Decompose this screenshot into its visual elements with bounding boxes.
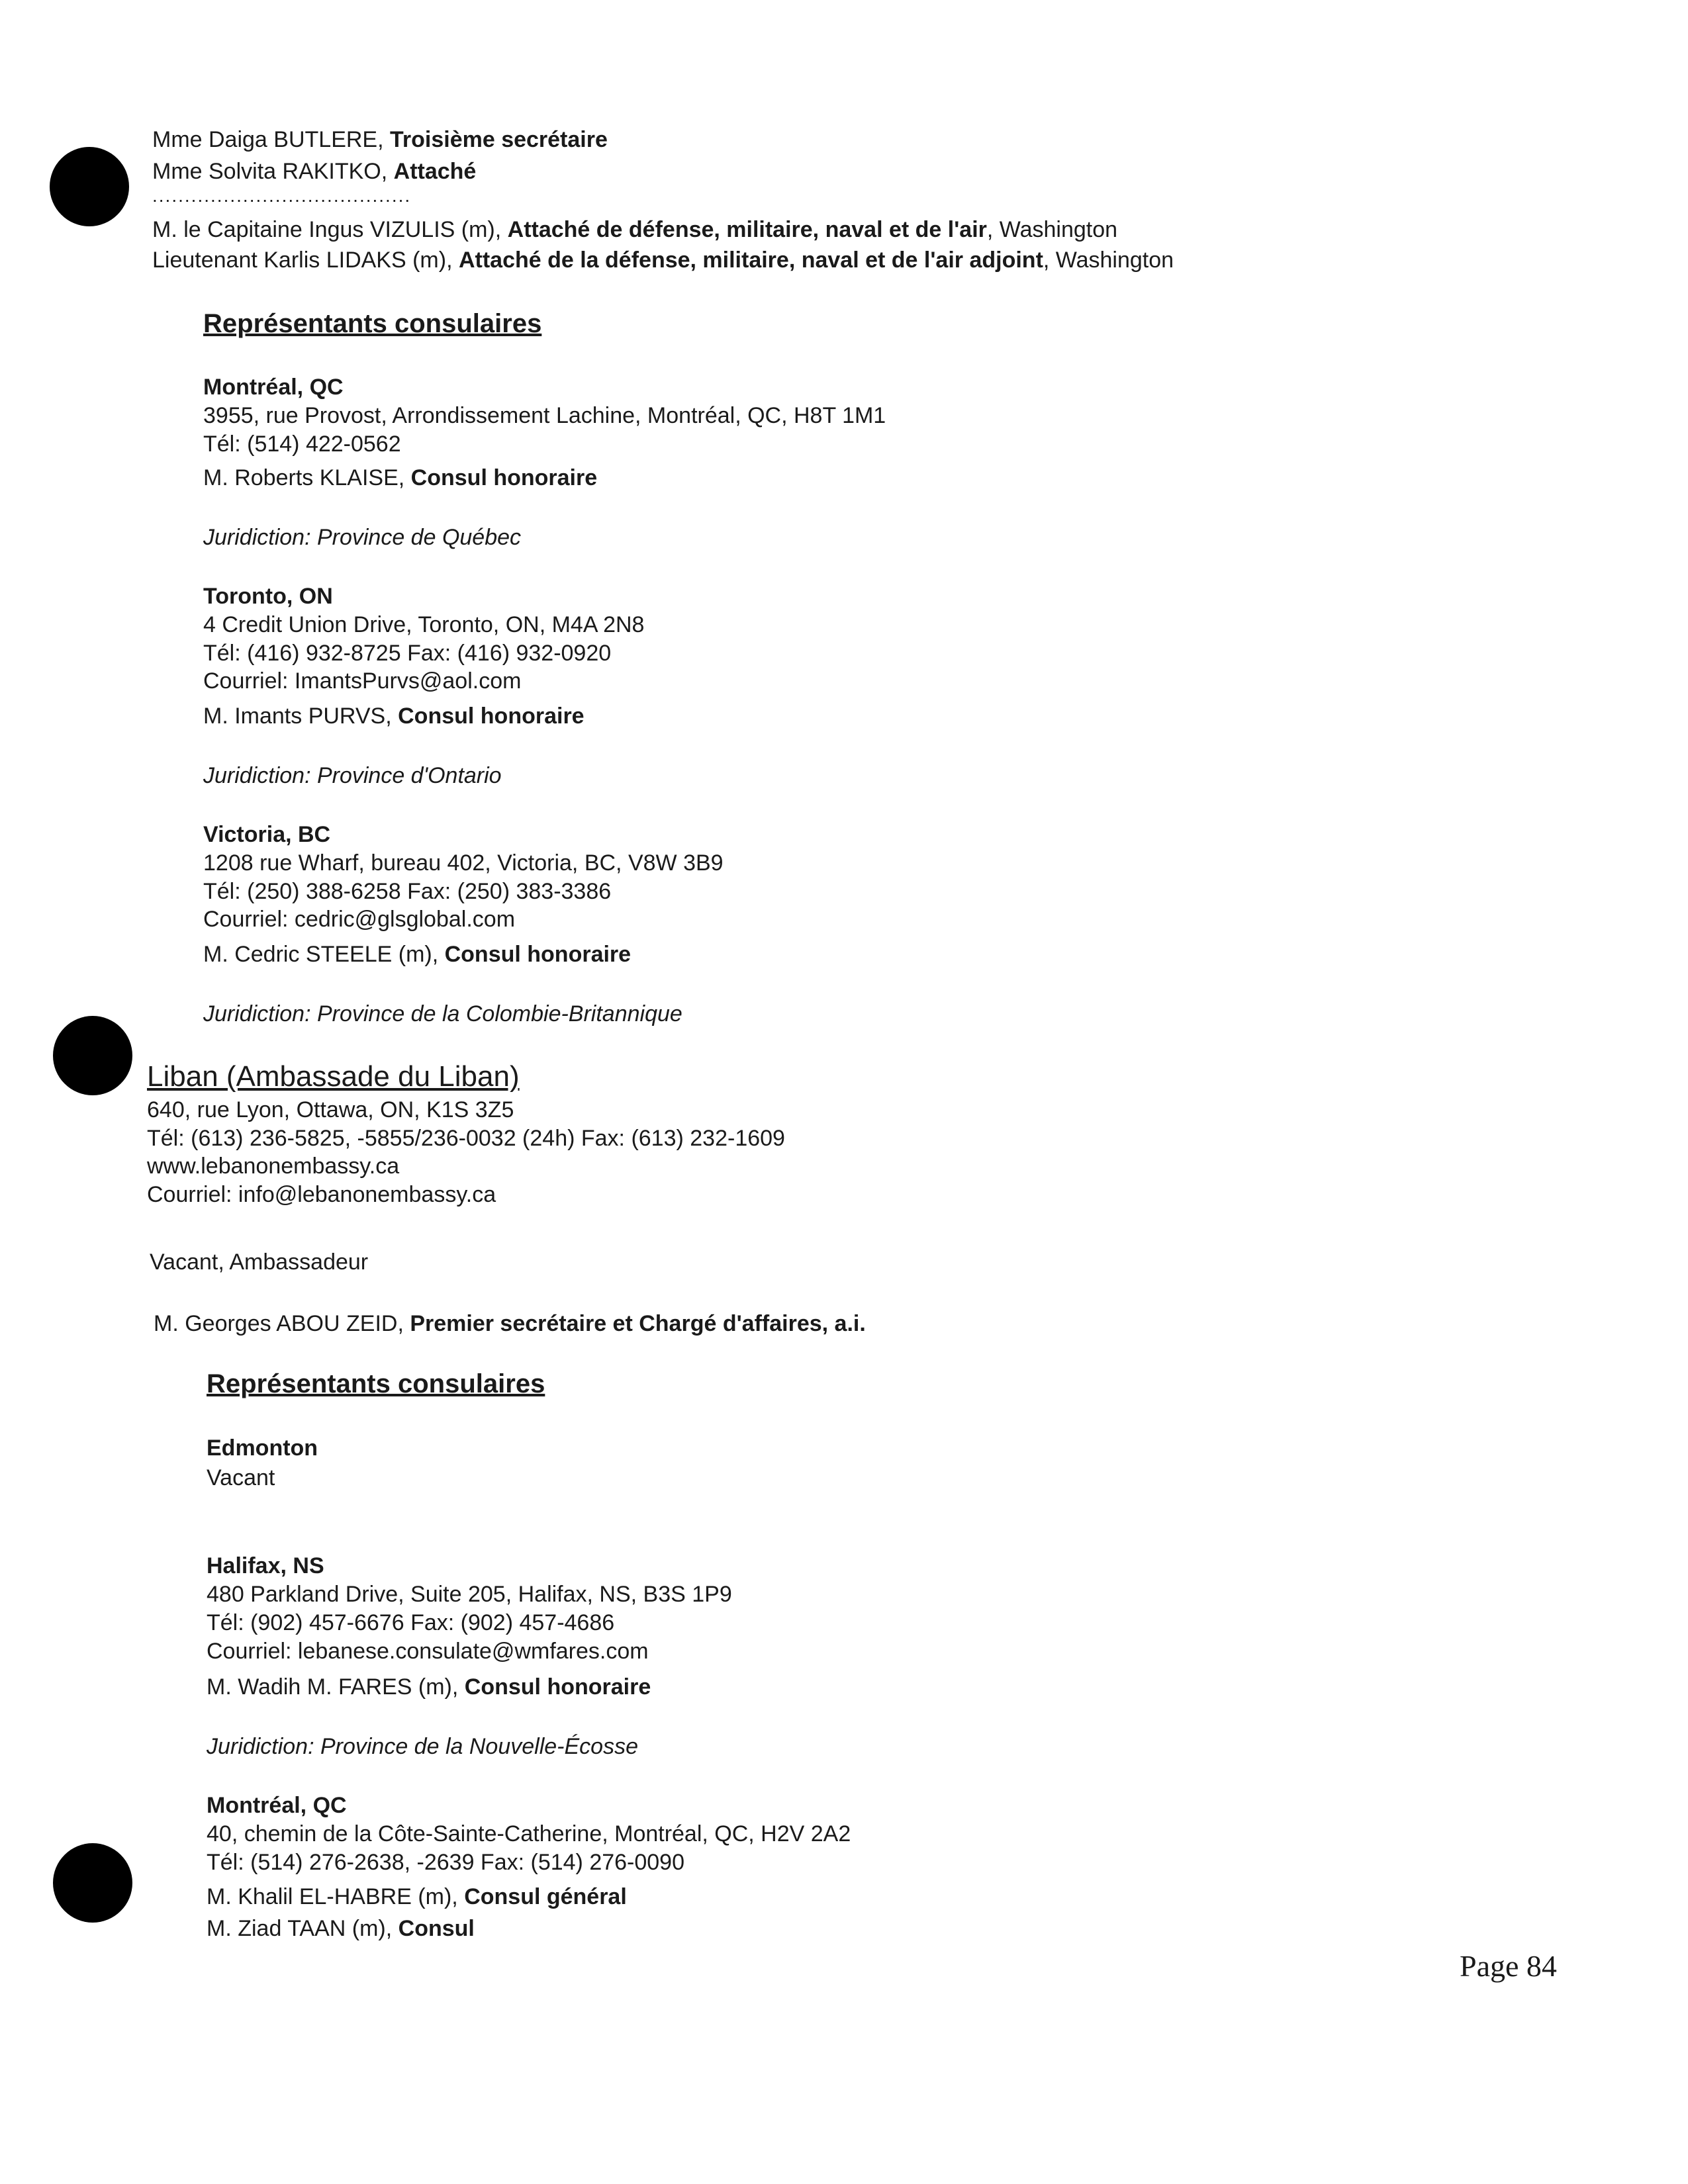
consulate-email: Courriel: lebanese.consulate@wmfares.com <box>207 1639 649 1664</box>
section-heading-consular: Représentants consulaires <box>207 1369 545 1398</box>
punch-hole-middle <box>53 1016 132 1095</box>
consul-name: M. Khalil EL-HABRE (m), <box>207 1884 465 1909</box>
attache-title: Attaché de la défense, militaire, naval et de l'air adjoint <box>458 248 1043 273</box>
attache-location: , Washington <box>986 217 1118 242</box>
consul-role: Consul général <box>464 1884 627 1909</box>
punch-hole-bottom <box>53 1843 132 1923</box>
embassy-phone: Tél: (613) 236-5825, -5855/236-0032 (24h) Fax: (613) 232-1609 <box>147 1126 785 1151</box>
attache-title: Attaché de défense, militaire, naval et de l'air <box>507 217 987 242</box>
consul-role: Consul honoraire <box>410 465 598 490</box>
consul-role: Consul honoraire <box>464 1674 651 1700</box>
consulate-city: Montréal, QC <box>203 375 344 400</box>
consul-name: M. Roberts KLAISE, <box>203 465 411 490</box>
consulate-phone: Tél: (514) 422-0562 <box>203 432 401 457</box>
consulate-email: Courriel: cedric@glsglobal.com <box>203 907 516 932</box>
staff-title: Attaché <box>393 159 477 184</box>
staff-name: Mme Solvita RAKITKO, <box>152 159 394 184</box>
consul-name: M. Wadih M. FARES (m), <box>207 1674 465 1700</box>
jurisdiction: Juridiction: Province d'Ontario <box>203 763 502 788</box>
jurisdiction: Juridiction: Province de la Nouvelle-Écosse <box>207 1734 638 1759</box>
consulate-address: 480 Parkland Drive, Suite 205, Halifax, NS, B3S 1P9 <box>207 1582 732 1607</box>
ambassador-line: Vacant, Ambassadeur <box>150 1250 369 1275</box>
consul-line <box>207 1917 475 1940</box>
country-heading: Liban (Ambassade du Liban) <box>147 1060 520 1093</box>
consul-role: Consul <box>398 1916 475 1941</box>
consulate-city: Victoria, BC <box>203 822 331 847</box>
attache-name: Lieutenant Karlis LIDAKS (m), <box>152 248 459 273</box>
consul-role: Consul honoraire <box>444 942 632 967</box>
staff-line <box>152 160 476 183</box>
consul-name: M. Cedric STEELE (m), <box>203 942 445 967</box>
consulate-address: 1208 rue Wharf, bureau 402, Victoria, BC, V8W 3B9 <box>203 850 724 876</box>
staff-title: Troisième secrétaire <box>390 127 608 152</box>
consulate-phone: Tél: (416) 932-8725 Fax: (416) 932-0920 <box>203 641 612 666</box>
consulate-address: 3955, rue Provost, Arrondissement Lachine, Montréal, QC, H8T 1M1 <box>203 403 886 428</box>
attache-location: , Washington <box>1043 248 1174 273</box>
consulate-address: 40, chemin de la Côte-Sainte-Catherine, Montréal, QC, H2V 2A2 <box>207 1821 851 1846</box>
consulate-address: 4 Credit Union Drive, Toronto, ON, M4A 2N8 <box>203 612 645 637</box>
secretary-name: M. Georges ABOU ZEID, <box>154 1311 410 1336</box>
consul-name: M. Imants PURVS, <box>203 704 399 729</box>
consul-line <box>203 943 631 966</box>
consulate-city: Halifax, NS <box>207 1553 324 1578</box>
consulate-phone: Tél: (902) 457-6676 Fax: (902) 457-4686 <box>207 1610 615 1635</box>
consulate-status: Vacant <box>207 1465 275 1490</box>
attache-name: M. le Capitaine Ingus VIZULIS (m), <box>152 217 508 242</box>
embassy-email: Courriel: info@lebanonembassy.ca <box>147 1182 496 1207</box>
consulate-phone: Tél: (514) 276-2638, -2639 Fax: (514) 276-0090 <box>207 1850 685 1875</box>
secretary-title: Premier secrétaire et Chargé d'affaires, a.i. <box>410 1311 866 1336</box>
jurisdiction: Juridiction: Province de Québec <box>203 525 522 550</box>
page-number: Page 84 <box>1460 1949 1557 1983</box>
consulate-city: Edmonton <box>207 1435 318 1461</box>
embassy-website: www.lebanonembassy.ca <box>147 1154 400 1179</box>
staff-name: Mme Daiga BUTLERE, <box>152 127 390 152</box>
jurisdiction: Juridiction: Province de la Colombie-Britannique <box>203 1001 682 1026</box>
punch-hole-top <box>50 147 129 226</box>
consul-line <box>207 1886 627 1908</box>
attache-line <box>152 218 1117 241</box>
consul-line <box>203 705 585 727</box>
attache-line <box>152 249 1174 271</box>
dotted-separator: ........................................ <box>152 185 412 206</box>
consulate-phone: Tél: (250) 388-6258 Fax: (250) 383-3386 <box>203 879 612 904</box>
embassy-address: 640, rue Lyon, Ottawa, ON, K1S 3Z5 <box>147 1097 514 1122</box>
consulate-city: Toronto, ON <box>203 584 333 609</box>
section-heading-consular: Représentants consulaires <box>203 309 542 338</box>
consul-line <box>203 467 597 489</box>
staff-line <box>152 128 608 151</box>
consul-name: M. Ziad TAAN (m), <box>207 1916 399 1941</box>
consulate-city: Montréal, QC <box>207 1793 347 1818</box>
consul-line <box>207 1676 651 1698</box>
secretary-line <box>154 1312 866 1335</box>
consulate-email: Courriel: ImantsPurvs@aol.com <box>203 668 522 694</box>
consul-role: Consul honoraire <box>398 704 585 729</box>
